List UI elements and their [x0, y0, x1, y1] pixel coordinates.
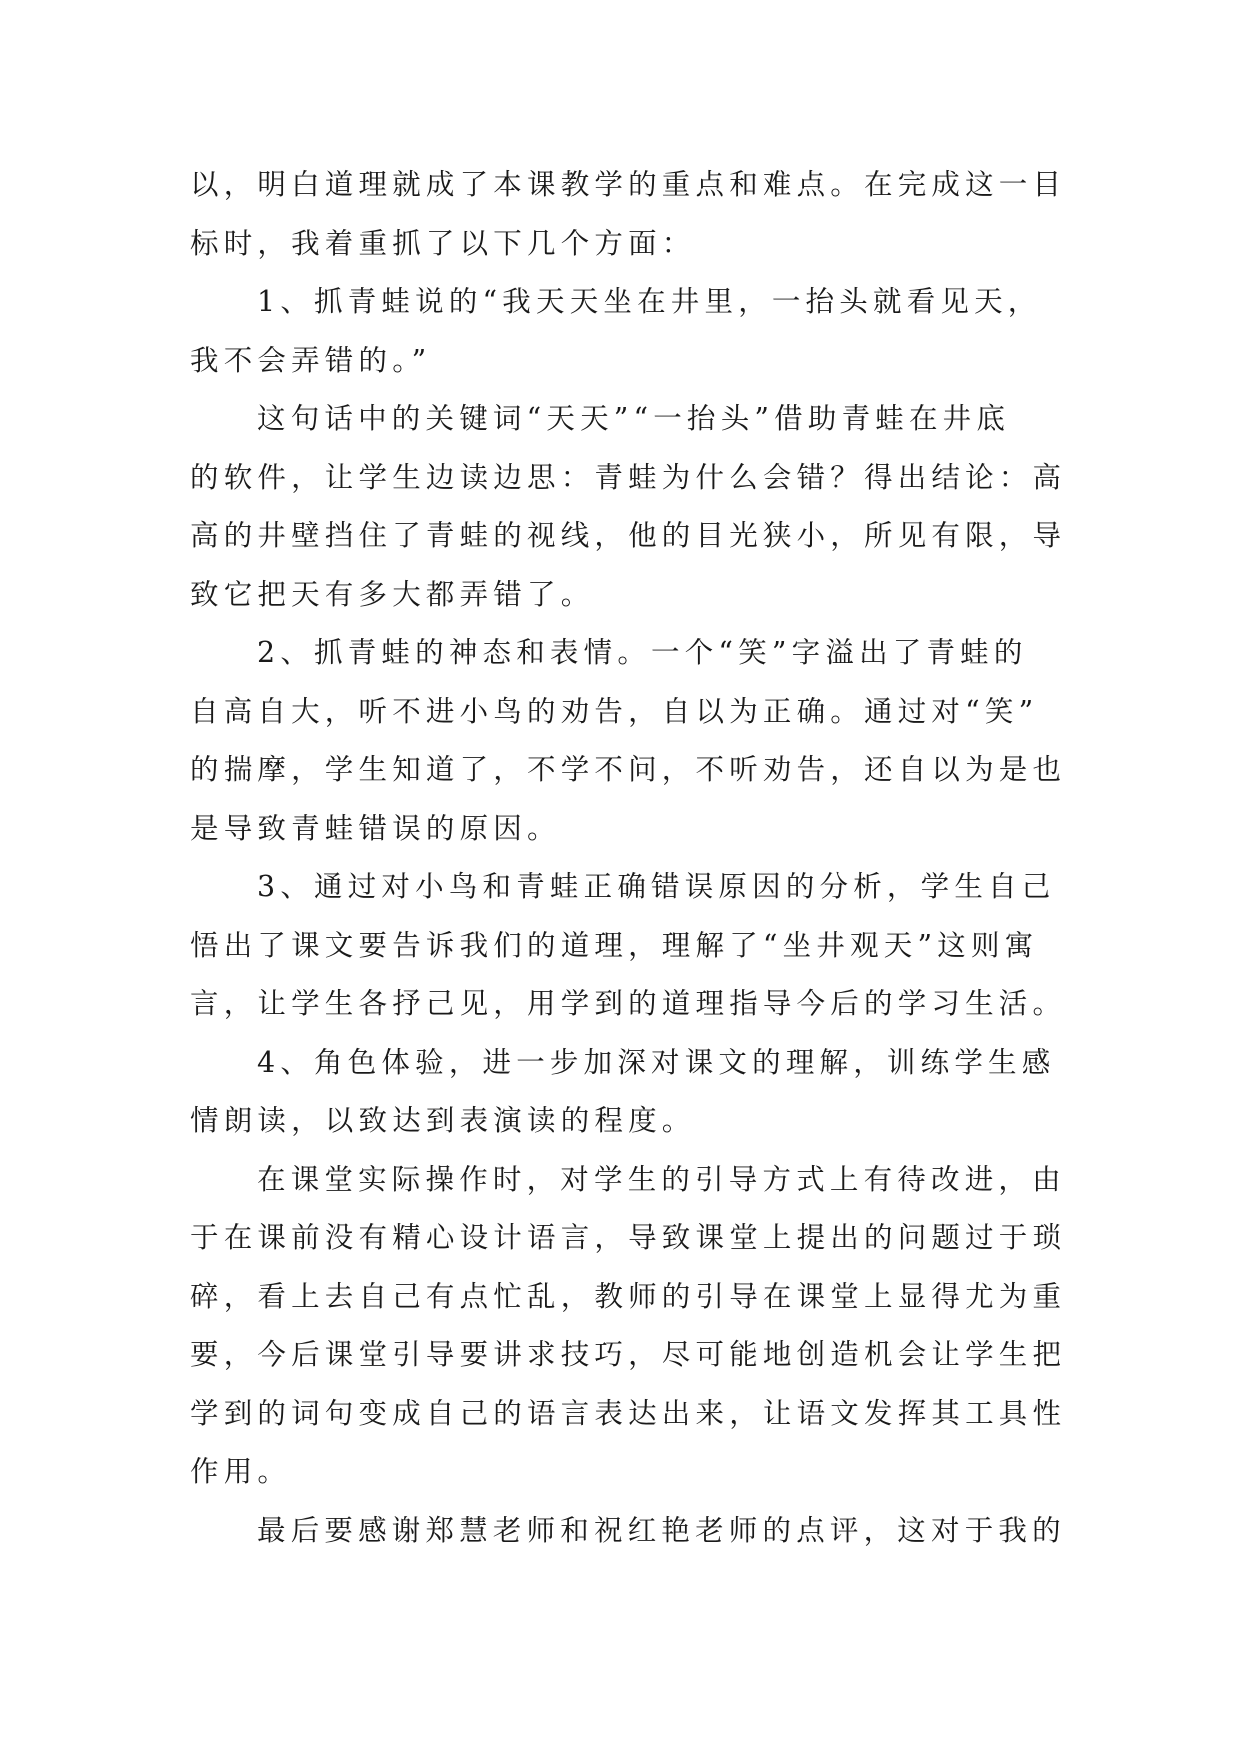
- text-line: 我不会弄错的。”: [190, 343, 432, 377]
- text-line: 情朗读，以致达到表演读的程度。: [190, 1104, 696, 1137]
- document-body: [190, 156, 1067, 1560]
- text-line: 致它把天有多大都弄错了。: [190, 577, 595, 611]
- text-line: 2、抓青蛙的神态和表情。一个“笑”字溢出了青蛙的: [257, 636, 1028, 669]
- text-line: 自高自大，听不进小鸟的劝告，自以为正确。通过对“笑”: [190, 694, 1039, 728]
- text-line: 的软件，让学生边读边思：青蛙为什么会错？得出结论：高: [190, 460, 1067, 494]
- text-line: 3、通过对小鸟和青蛙正确错误原因的分析，学生自己: [257, 870, 1056, 903]
- text-line: 以，明白道理就成了本课教学的重点和难点。在完成这一目: [190, 168, 1067, 201]
- text-line: 这句话中的关键词“天天”“一抬头”借助青蛙在井底: [257, 402, 1011, 435]
- text-line: 高的井壁挡住了青蛙的视线，他的目光狭小，所见有限，导: [190, 519, 1067, 552]
- text-line: 最后要感谢郑慧老师和祝红艳老师的点评，这对于我的: [257, 1513, 1066, 1547]
- text-line: 于在课前没有精心设计语言，导致课堂上提出的问题过于琐: [190, 1221, 1067, 1254]
- text-line: 在课堂实际操作时，对学生的引导方式上有待改进，由: [257, 1162, 1066, 1196]
- text-line: 悟出了课文要告诉我们的道理，理解了“坐井观天”这则寓: [190, 928, 1039, 962]
- text-line: 要，今后课堂引导要讲求技巧，尽可能地创造机会让学生把: [190, 1338, 1067, 1371]
- text-line: 1、抓青蛙说的“我天天坐在井里，一抬头就看见天，: [257, 285, 1042, 318]
- text-line: 标时，我着重抓了以下几个方面：: [190, 226, 696, 260]
- text-line: 碎，看上去自己有点忙乱，教师的引导在课堂上显得尤为重: [190, 1279, 1067, 1313]
- text-line: 学到的词句变成自己的语言表达出来，让语文发挥其工具性: [190, 1396, 1067, 1430]
- text-line: 作用。: [190, 1455, 292, 1488]
- text-line: 4、角色体验，进一步加深对课文的理解，训练学生感: [257, 1045, 1056, 1079]
- text-line: 是导致青蛙错误的原因。: [190, 811, 561, 845]
- text-line: 言，让学生各抒己见，用学到的道理指导今后的学习生活。: [190, 987, 1067, 1020]
- text-line: 的揣摩，学生知道了，不学不问，不听劝告，还自以为是也: [190, 753, 1067, 786]
